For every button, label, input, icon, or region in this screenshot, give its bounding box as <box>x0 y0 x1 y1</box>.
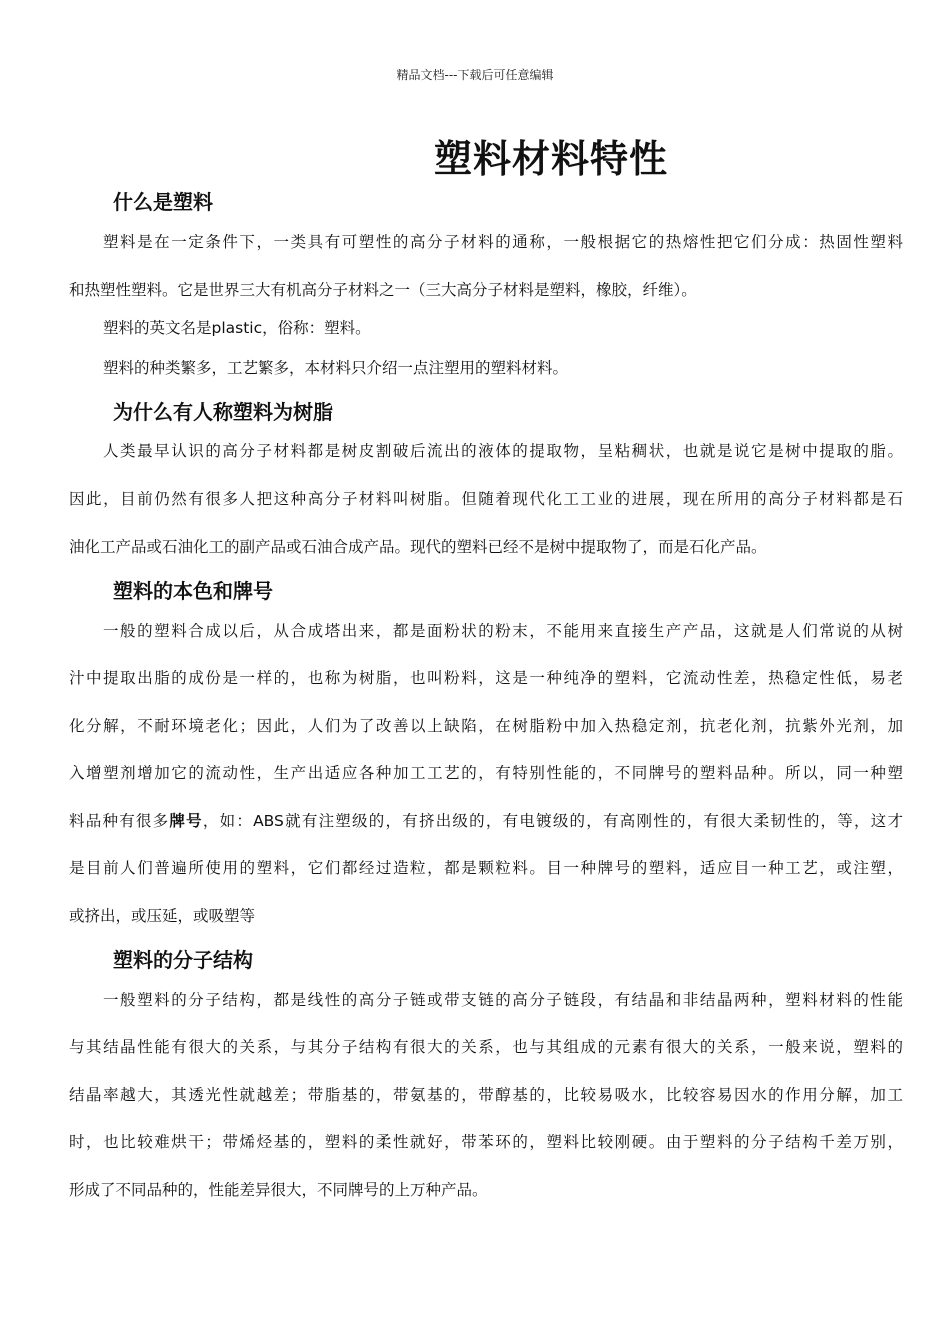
section-heading: 为什么有人称塑料为树脂 <box>113 400 333 424</box>
document-title: 塑料材料特性 <box>434 137 669 181</box>
paragraph-line: 和热塑性塑料。它是世界三大有机高分子材料之一（三大高分子材料是塑料，橡胶，纤维）。 <box>69 281 697 299</box>
paragraph-line: 一般塑料的分子结构，都是线性的高分子链或带支链的高分子链段，有结晶和非结晶两种，塑料材料的性能 <box>103 991 903 1009</box>
paragraph-line: 时，也比较难烘干；带烯烃基的，塑料的柔性就好，带苯环的，塑料比较刚硬。由于塑料的分子结构千差万别， <box>69 1133 903 1151</box>
paragraph-line: 化分解，不耐环境老化；因此，人们为了改善以上缺陷，在树脂粉中加入热稳定剂，抗老化剂，抗紫外光剂，加 <box>69 717 903 735</box>
line-text: 料品种有很多 <box>69 812 170 830</box>
paragraph-line: 因此，目前仍然有很多人把这种高分子材料叫树脂。但随着现代化工工业的进展，现在所用的高分子材料都是石 <box>69 490 903 508</box>
paragraph-line: 入增塑剂增加它的流动性，生产出适应各种加工工艺的，有特别性能的，不同牌号的塑料品种。所以，同一种塑 <box>69 764 903 782</box>
paragraph-line: 形成了不同品种的，性能差异很大，不同牌号的上万种产品。 <box>69 1181 488 1199</box>
paragraph-line: 人类最早认识的高分子材料都是树皮割破后流出的液体的提取物，呈粘稠状，也就是说它是树中提取的脂。 <box>103 442 903 460</box>
paragraph-line: 塑料的英文名是plastic，俗称：塑料。 <box>103 319 371 337</box>
line-text: ，如：ABS就有注塑级的，有挤出级的，有电镀级的，有高刚性的，有很大柔韧性的，等，这才 <box>202 812 903 830</box>
paragraph-line: 与其结晶性能有很大的关系，与其分子结构有很大的关系，也与其组成的元素有很大的关系，一般来说，塑料的 <box>69 1038 903 1056</box>
paragraph-line: 一般的塑料合成以后，从合成塔出来，都是面粉状的粉末，不能用来直接生产产品，这就是人们常说的从树 <box>103 622 903 640</box>
paragraph-line: 塑料的种类繁多，工艺繁多，本材料只介绍一点注塑用的塑料材料。 <box>103 359 569 377</box>
paragraph-line: 塑料是在一定条件下，一类具有可塑性的高分子材料的通称，一般根据它的热熔性把它们分成：热固性塑料 <box>103 233 903 251</box>
section-heading: 什么是塑料 <box>113 190 213 214</box>
paragraph-line: 汁中提取出脂的成份是一样的，也称为树脂，也叫粉料，这是一种纯净的塑料，它流动性差，热稳定性低，易老 <box>69 669 903 687</box>
paragraph-line: 结晶率越大，其透光性就越差；带脂基的，带氨基的，带醇基的，比较易吸水，比较容易因水的作用分解，加工 <box>69 1086 903 1104</box>
section-heading: 塑料的分子结构 <box>113 948 253 972</box>
paragraph-line: 或挤出，或压延，或吸塑等 <box>69 907 256 925</box>
section-heading: 塑料的本色和牌号 <box>113 579 273 603</box>
bold-term: 牌号 <box>169 812 203 830</box>
paragraph-line: 油化工产品或石油化工的副产品或石油合成产品。现代的塑料已经不是树中提取物了，而是石化产品。 <box>69 538 767 556</box>
page-header: 精品文档---下载后可任意编辑 <box>396 68 554 82</box>
paragraph-line: 是目前人们普遍所使用的塑料，它们都经过造粒，都是颗粒料。目一种牌号的塑料，适应目一种工艺，或注塑， <box>69 859 903 877</box>
paragraph-line <box>69 811 903 831</box>
